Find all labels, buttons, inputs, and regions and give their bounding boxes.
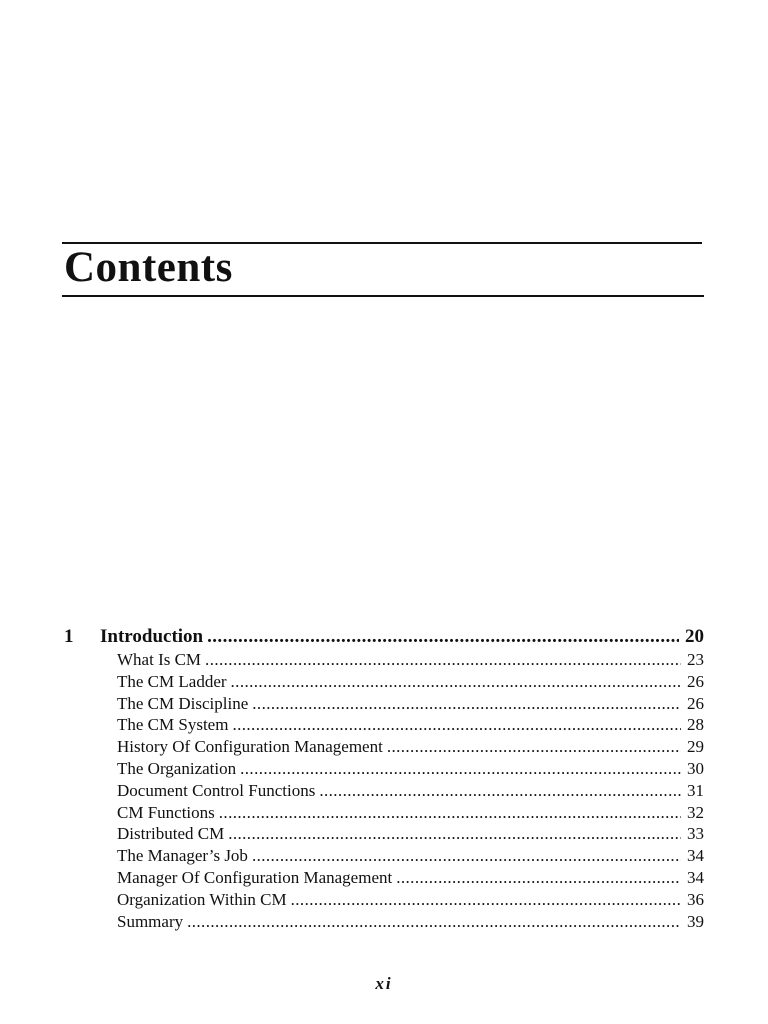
dot-leader [231,672,681,692]
dot-leader [187,912,681,932]
entry-page-number: 39 [687,911,704,931]
entry-title: Organization Within CM [117,889,287,909]
toc-entry[interactable] [117,912,704,934]
dot-leader [228,824,681,844]
page-title: Contents [64,244,233,291]
toc-entry[interactable] [117,694,704,716]
entry-title: History Of Configuration Management [117,737,383,757]
dot-leader [291,890,681,910]
entry-page-number: 29 [687,737,704,757]
entry-page-number: 34 [687,846,704,866]
entry-page-number: 26 [687,671,704,691]
entry-page-number: 34 [687,867,704,887]
entry-title: Manager Of Configuration Management [117,867,393,887]
toc-entry[interactable] [117,759,704,781]
chapter-entry[interactable] [64,626,704,650]
page-folio: xi [375,974,393,993]
entry-title: Distributed CM [117,824,225,844]
entry-title: CM Functions [117,802,215,822]
entry-page-number: 32 [687,802,704,822]
entry-page-number: 23 [687,650,704,669]
dot-leader [219,803,681,823]
toc-entry[interactable] [117,803,704,825]
bottom-rule [62,295,704,297]
toc-entry[interactable] [117,737,704,759]
dot-leader [205,650,681,670]
entry-title: The CM System [117,715,229,735]
toc-entry[interactable] [117,715,704,737]
dot-leader [396,868,681,888]
toc-entry[interactable] [117,824,704,846]
table-of-contents [64,626,704,933]
entry-title: Document Control Functions [117,780,316,800]
entry-title: What Is CM [117,650,202,669]
dot-leader [252,846,681,866]
dot-leader [240,759,681,779]
entry-page-number: 31 [687,780,704,800]
toc-entry[interactable] [117,650,704,672]
entry-page-number: 36 [687,889,704,909]
entry-title: The Organization [117,758,237,778]
chapter-number: 1 [64,626,74,647]
toc-entry[interactable] [117,846,704,868]
chapter-title: Introduction [100,626,204,647]
toc-entry[interactable] [117,868,704,890]
dot-leader [387,737,681,757]
entry-title: The Manager’s Job [117,846,248,866]
entry-title: Summary [117,911,184,931]
entry-page-number: 26 [687,693,704,713]
toc-entry[interactable] [117,672,704,694]
entry-page-number: 33 [687,824,704,844]
entry-title: The CM Discipline [117,693,249,713]
dot-leader [232,715,681,735]
chapter-page-number: 20 [685,626,704,647]
toc-entry[interactable] [117,890,704,912]
toc-entry[interactable] [117,781,704,803]
entry-page-number: 30 [687,758,704,778]
dot-leader [207,626,679,648]
entry-title: The CM Ladder [117,671,227,691]
entry-page-number: 28 [687,715,704,735]
dot-leader [319,781,681,801]
dot-leader [252,694,681,714]
